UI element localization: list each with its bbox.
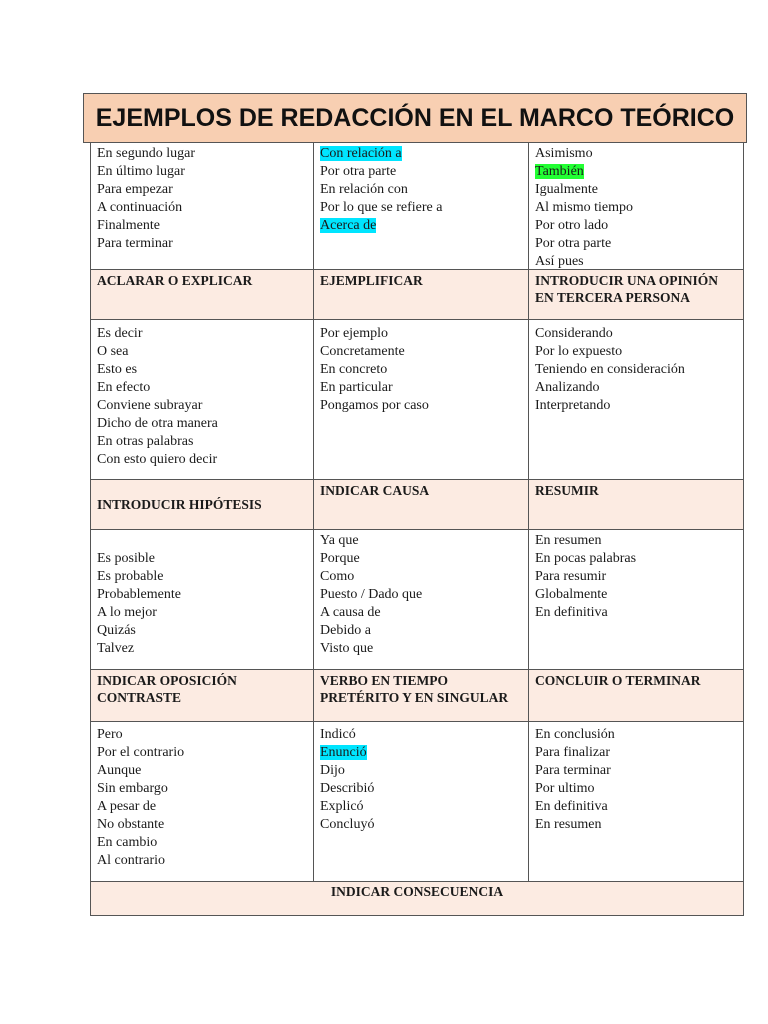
list-item: Dijo <box>320 763 345 778</box>
list-item: Pero <box>97 727 123 742</box>
list-item: Es probable <box>97 569 164 584</box>
highlighted-text: También <box>535 164 584 179</box>
list-item: Por otra parte <box>535 236 612 251</box>
list-item: Considerando <box>535 326 613 341</box>
table-row <box>91 143 743 269</box>
list-item <box>320 217 522 235</box>
table-cell <box>91 530 313 669</box>
list-item: Probablemente <box>97 587 181 602</box>
list-item: En cambio <box>97 835 158 850</box>
list-item: Por otro lado <box>535 218 609 233</box>
table-header-row <box>91 669 743 721</box>
list-item: En definitiva <box>535 605 608 620</box>
table-cell <box>528 143 743 269</box>
list-item: Al mismo tiempo <box>535 200 633 215</box>
section-heading: INDICAR CONSECUENCIA <box>330 884 504 899</box>
section-heading: CONCLUIR O TERMINAR <box>528 670 743 721</box>
list-item: Por el contrario <box>97 745 185 760</box>
list-item <box>320 145 522 163</box>
list-item: Con esto quiero decir <box>97 452 218 467</box>
list-item: Pongamos por caso <box>320 398 429 413</box>
list-item: Globalmente <box>535 587 608 602</box>
list-item: Para terminar <box>535 763 611 778</box>
section-heading: INTRODUCIR HIPÓTESIS <box>97 497 262 512</box>
title-banner <box>83 93 747 143</box>
section-heading: INDICAR CAUSA <box>313 480 528 529</box>
list-item: A causa de <box>320 605 381 620</box>
list-item: A lo mejor <box>97 605 157 620</box>
list-item: A continuación <box>97 200 183 215</box>
list-item: Puesto / Dado que <box>320 587 423 602</box>
table-cell <box>91 143 313 269</box>
list-item: En particular <box>320 380 393 395</box>
list-item: Describió <box>320 781 375 796</box>
list-item: Debido a <box>320 623 371 638</box>
list-item: Teniendo en consideración <box>535 362 685 377</box>
highlighted-text: Con relación a <box>320 146 402 161</box>
list-item: Por lo que se refiere a <box>320 200 443 215</box>
list-item: Dicho de otra manera <box>97 416 218 431</box>
list-item: En pocas palabras <box>535 551 637 566</box>
list-item: Es posible <box>97 551 155 566</box>
list-item: Ya que <box>320 533 359 548</box>
section-heading: INDICAR OPOSICIÓN CONTRASTE <box>97 673 237 705</box>
section-heading: RESUMIR <box>528 480 743 529</box>
list-item: Para terminar <box>97 236 173 251</box>
page-title: EJEMPLOS DE REDACCIÓN EN EL MARCO TEÓRICO <box>95 103 735 132</box>
list-item: Por lo expuesto <box>535 344 623 359</box>
list-item: En otras palabras <box>97 434 194 449</box>
table-row <box>91 319 743 479</box>
list-item: En resumen <box>535 817 602 832</box>
table-row <box>91 529 743 669</box>
list-item: Por otra parte <box>320 164 397 179</box>
list-item: Para resumir <box>535 569 607 584</box>
list-item: O sea <box>97 344 129 359</box>
list-item: En conclusión <box>535 727 615 742</box>
list-item: Igualmente <box>535 182 598 197</box>
section-heading: ACLARAR O EXPLICAR <box>97 273 253 288</box>
list-item: Porque <box>320 551 360 566</box>
list-item: Como <box>320 569 355 584</box>
list-item: Así pues <box>535 254 584 269</box>
list-item: Analizando <box>535 380 600 395</box>
list-item: Indicó <box>320 727 356 742</box>
list-item: Por ultimo <box>535 781 595 796</box>
list-item: Para empezar <box>97 182 173 197</box>
list-item: Asimismo <box>535 146 593 161</box>
section-heading: EJEMPLIFICAR <box>313 270 528 319</box>
table-cell <box>528 530 743 669</box>
list-item: En resumen <box>535 533 602 548</box>
table-header-row <box>91 269 743 319</box>
list-item: Interpretando <box>535 398 611 413</box>
table-cell <box>91 722 313 881</box>
list-item: Para finalizar <box>535 745 611 760</box>
table-cell <box>313 722 528 881</box>
list-item: En último lugar <box>97 164 185 179</box>
highlighted-text: Enunció <box>320 745 367 760</box>
list-item: Aunque <box>97 763 142 778</box>
table-cell <box>313 320 528 479</box>
list-item: En definitiva <box>535 799 608 814</box>
list-item <box>535 163 737 181</box>
list-item: En concreto <box>320 362 388 377</box>
list-item: No obstante <box>97 817 165 832</box>
table-cell <box>91 320 313 479</box>
list-item: Esto es <box>97 362 138 377</box>
table-header-row <box>91 881 743 915</box>
highlighted-text: Acerca de <box>320 218 377 233</box>
list-item: Visto que <box>320 641 374 656</box>
list-item: Explicó <box>320 799 364 814</box>
section-heading: INTRODUCIR UNA OPINIÓN EN TERCERA PERSONA <box>528 270 743 319</box>
table-row <box>91 721 743 881</box>
list-item: Quizás <box>97 623 136 638</box>
connectors-table <box>90 143 744 916</box>
table-cell <box>313 530 528 669</box>
list-item: En efecto <box>97 380 151 395</box>
list-item: Es decir <box>97 326 143 341</box>
table-cell <box>313 143 528 269</box>
list-item: Concretamente <box>320 344 405 359</box>
list-item: Por ejemplo <box>320 326 389 341</box>
list-item: Concluyó <box>320 817 375 832</box>
table-cell <box>528 722 743 881</box>
section-heading: VERBO EN TIEMPO PRETÉRITO Y EN SINGULAR <box>313 670 528 721</box>
list-item: Conviene subrayar <box>97 398 203 413</box>
list-item: Finalmente <box>97 218 160 233</box>
list-item: A pesar de <box>97 799 157 814</box>
table-header-row <box>91 479 743 529</box>
list-item <box>320 744 522 762</box>
list-item: En relación con <box>320 182 408 197</box>
list-item: En segundo lugar <box>97 146 195 161</box>
list-item: Talvez <box>97 641 135 656</box>
table-cell <box>528 320 743 479</box>
list-item: Al contrario <box>97 853 166 868</box>
list-item: Sin embargo <box>97 781 168 796</box>
